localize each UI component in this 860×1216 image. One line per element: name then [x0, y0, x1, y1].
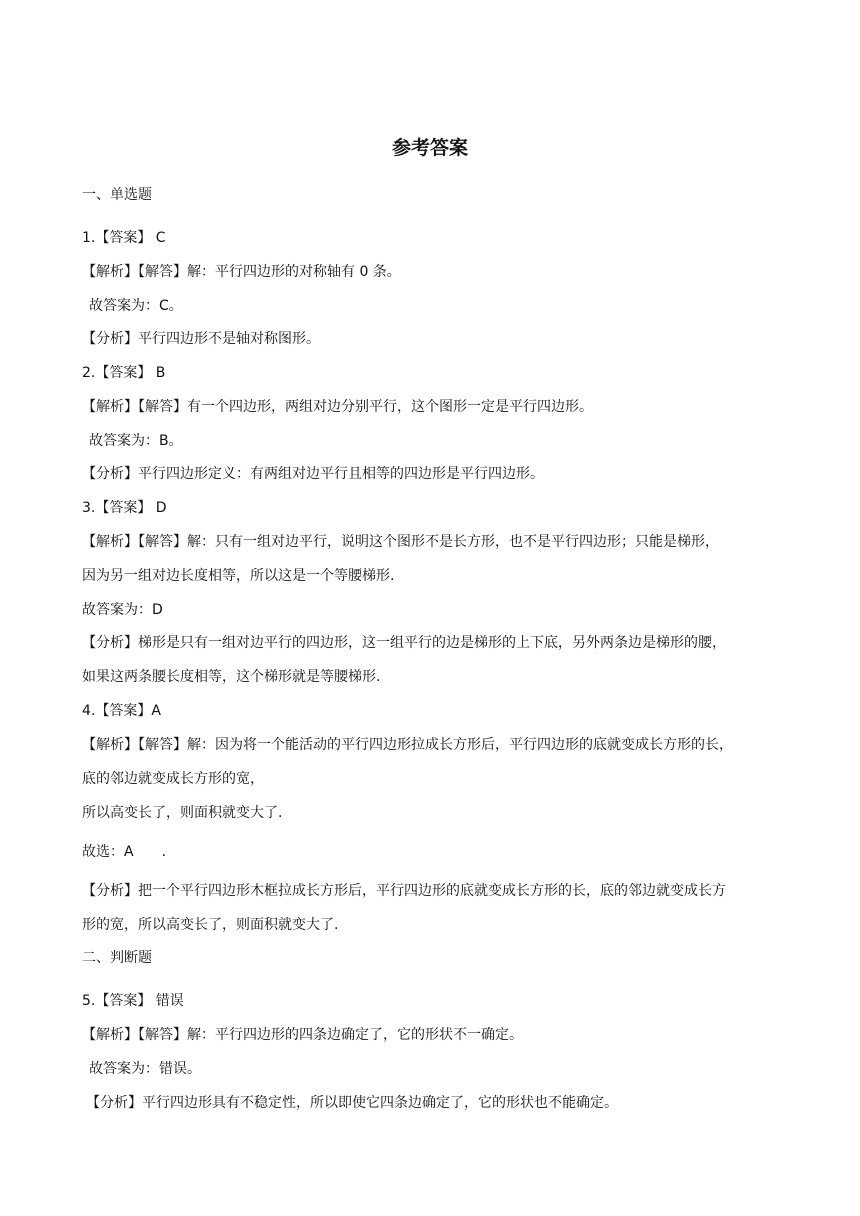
q4-explanation-line2: 底的邻边就变成长方形的宽， — [82, 771, 264, 787]
section-heading-single-choice: 一、单选题 — [82, 187, 152, 203]
q2-analysis: 【分析】平行四边形定义：有两组对边平行且相等的四边形是平行四边形。 — [82, 466, 544, 482]
q2-explanation: 【解析】【解答】有一个四边形，两组对边分别平行，这个图形一定是平行四边形。 — [82, 399, 593, 415]
q5-explanation: 【解析】【解答】解：平行四边形的四条边确定了，它的形状不一确定。 — [82, 1027, 523, 1043]
q5-conclusion: 故答案为：错误。 — [89, 1061, 201, 1077]
q2-answer: 2.【答案】 B — [82, 365, 166, 381]
q4-explanation-line1: 【解析】【解答】解：因为将一个能活动的平行四边形拉成长方形后，平行四边形的底就变成长方形的长， — [82, 737, 733, 753]
q2-conclusion: 故答案为：B。 — [89, 433, 183, 449]
q4-explanation-line3: 所以高变长了，则面积就变大了. — [82, 805, 283, 821]
q1-answer: 1.【答案】 C — [82, 230, 166, 246]
q4-answer: 4.【答案】A — [82, 703, 161, 719]
q1-analysis: 【分析】平行四边形不是轴对称图形。 — [82, 331, 320, 347]
q1-explanation: 【解析】【解答】解：平行四边形的对称轴有 0 条。 — [82, 264, 401, 280]
q3-conclusion: 故答案为：D — [82, 602, 163, 618]
q3-answer: 3.【答案】 D — [82, 500, 167, 516]
section-heading-true-false: 二、判断题 — [82, 950, 152, 966]
q4-analysis-line1: 【分析】把一个平行四边形木框拉成长方形后，平行四边形的底就变成长方形的长，底的邻边就变成长方 — [82, 883, 726, 899]
q3-explanation-line2: 因为另一组对边长度相等，所以这是一个等腰梯形. — [82, 568, 395, 584]
q1-conclusion: 故答案为：C。 — [89, 298, 183, 314]
q3-analysis-line2: 如果这两条腰长度相等，这个梯形就是等腰梯形. — [82, 669, 381, 685]
q5-analysis: 【分析】平行四边形具有不稳定性，所以即使它四条边确定了，它的形状也不能确定。 — [86, 1095, 618, 1111]
q5-answer: 5.【答案】 错误 — [82, 993, 184, 1009]
q4-analysis-line2: 形的宽，所以高变长了，则面积就变大了. — [82, 917, 339, 933]
q3-explanation-line1: 【解析】【解答】解：只有一组对边平行，说明这个图形不是长方形，也不是平行四边形；只能是梯形， — [82, 534, 719, 550]
q3-analysis-line1: 【分析】梯形是只有一组对边平行的四边形，这一组平行的边是梯形的上下底，另外两条边是梯形的腰， — [82, 635, 726, 651]
page-title: 参考答案 — [391, 137, 468, 159]
q4-conclusion: 故选：A . — [82, 844, 167, 860]
